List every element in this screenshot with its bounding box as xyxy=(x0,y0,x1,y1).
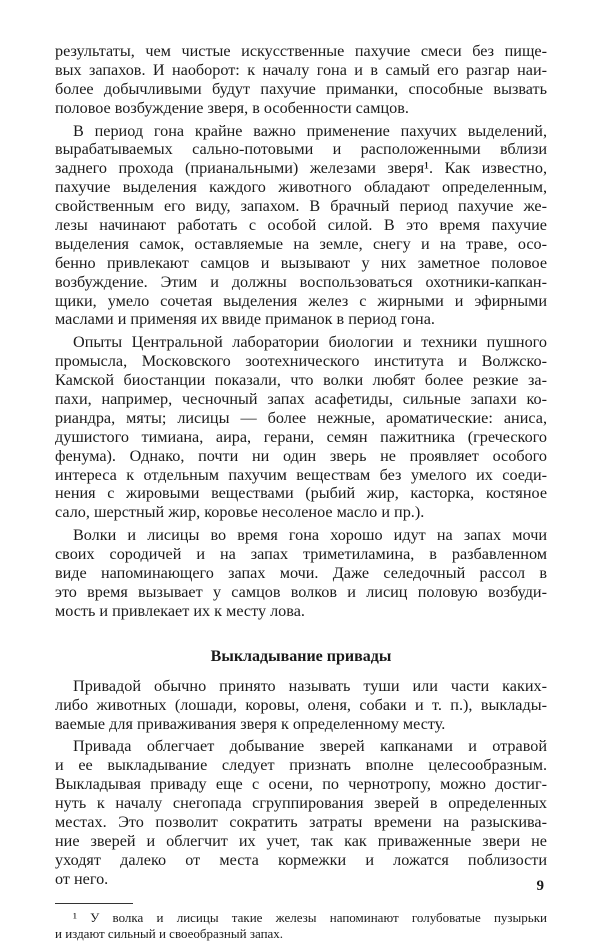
text-line: ваемые для приваживания зверя к определенному месту. xyxy=(55,714,446,733)
text-line: местах. Это позволит сократить затраты времени на разыскива- xyxy=(55,812,547,831)
page-number: 9 xyxy=(536,878,544,894)
text-line: сало, шерстный жир, коровье несоленое масло и пр.). xyxy=(55,503,425,522)
text-line: более добычливыми будут пахучие приманки, способные вызвать xyxy=(55,79,547,98)
paragraph xyxy=(55,42,547,118)
text-line: и ее выкладывание следует признать вполне целесообразным. xyxy=(55,756,547,775)
text-line: от него. xyxy=(55,869,109,888)
text-line: маслами и применяя их ввиде приманок в период гона. xyxy=(55,310,435,329)
text-line: Опыты Центральной лаборатории биологии и техники пушного xyxy=(73,333,547,352)
text-line: ние зверей и облегчит их учет, так как приваженные звери не xyxy=(55,831,547,850)
paragraph xyxy=(55,122,547,330)
text-line: результаты, чем чистые искусственные пахучие смеси без пище- xyxy=(55,42,547,60)
page-body xyxy=(55,42,547,942)
text-line: половое возбуждение зверя, в особенности самцов. xyxy=(55,98,409,117)
text-line: В период гона крайне важно применение пахучих выделений, xyxy=(73,121,547,140)
text-line: мость и привлекает их к месту лова. xyxy=(55,601,305,620)
text-line: Волки и лисицы во время гона хорошо идут на запах мочи xyxy=(73,526,547,545)
text-line: свойственным его виду, запахом. В брачный период пахучие же- xyxy=(55,197,547,216)
paragraph xyxy=(55,737,547,888)
footnote-line: и издают сильный и своеобразный запах. xyxy=(55,925,284,941)
text-line: заднего прохода (прианальными) железами зверя¹. Как известно, xyxy=(55,159,547,178)
text-line: Привада облегчает добывание зверей капканами и отравой xyxy=(73,737,547,756)
paragraph xyxy=(55,526,547,620)
body-text-upper xyxy=(55,42,547,621)
text-line: душистого тимиана, аира, герани, семян пажитника (греческого xyxy=(55,427,547,446)
text-line: интереса к отдельным пахучим веществам без умелого их соеди- xyxy=(55,465,547,484)
text-line: пахучие выделения каждого животного обладают определенным, xyxy=(55,178,547,197)
footnote-line: ¹ У волка и лисицы такие железы напоминают голубоватые пузырьки xyxy=(73,909,547,925)
text-line: Выкладывая приваду еще с осени, по чернотропу, можно достиг- xyxy=(55,775,547,794)
text-line: щики, умело сочетая выделения желез с жирными и эфирными xyxy=(55,291,547,310)
text-line: пахи, например, чесночный запах асафетиды, сильные запахи ко- xyxy=(55,390,547,409)
text-line: выделения самок, оставляемые на земле, снегу и на траве, осо- xyxy=(55,234,547,253)
text-line: фенума). Однако, почти ни один зверь не проявляет особого xyxy=(55,446,547,465)
text-line: своих сородичей и на запах триметиламина, в разбавленном xyxy=(55,545,547,564)
text-line: лезы начинают работать с особой силой. В это время пахучие xyxy=(55,216,547,235)
text-line: Камской биостанции показали, что волки любят более резкие за- xyxy=(55,371,547,390)
section-heading: Выкладывание привады xyxy=(210,647,392,665)
text-line: вых запахов. И наоборот: к началу гона и в самый его разгар наи- xyxy=(55,60,547,79)
paragraph xyxy=(55,677,547,734)
paragraph xyxy=(55,333,547,522)
text-line: нуть к началу снегопада сгруппирования зверей в определенных xyxy=(55,794,547,813)
text-line: бенно привлекают самцов и вызывают у них заметное половое xyxy=(55,253,547,272)
text-line: нения с жировыми веществами (рыбий жир, касторка, костяное xyxy=(55,484,547,503)
body-text-lower xyxy=(55,677,547,889)
text-line: риандра, мяты; лисицы — более нежные, ароматические: аниса, xyxy=(55,408,547,427)
text-line: Привадой обычно принято называть туши или части каких- xyxy=(73,676,547,695)
text-line: либо животных (лошади, коровы, оленя, собаки и т. п.), выклады- xyxy=(55,695,547,714)
footnote-rule xyxy=(55,903,133,904)
text-line: это время вызывает у самцов волков и лисиц половую возбуди- xyxy=(55,582,547,601)
text-line: возбуждение. Этим и должны воспользоваться охотники-капкан- xyxy=(55,272,547,291)
text-line: вырабатываемых сально-потовыми и расположенными вблизи xyxy=(55,140,547,159)
text-line: уходят далеко от места кормежки и ложатся поблизости xyxy=(55,850,547,869)
text-line: виде напоминающего запах мочи. Даже селедочный рассол в xyxy=(55,564,547,583)
text-line: промысла, Московского зоотехнического института и Волжско- xyxy=(55,352,547,371)
